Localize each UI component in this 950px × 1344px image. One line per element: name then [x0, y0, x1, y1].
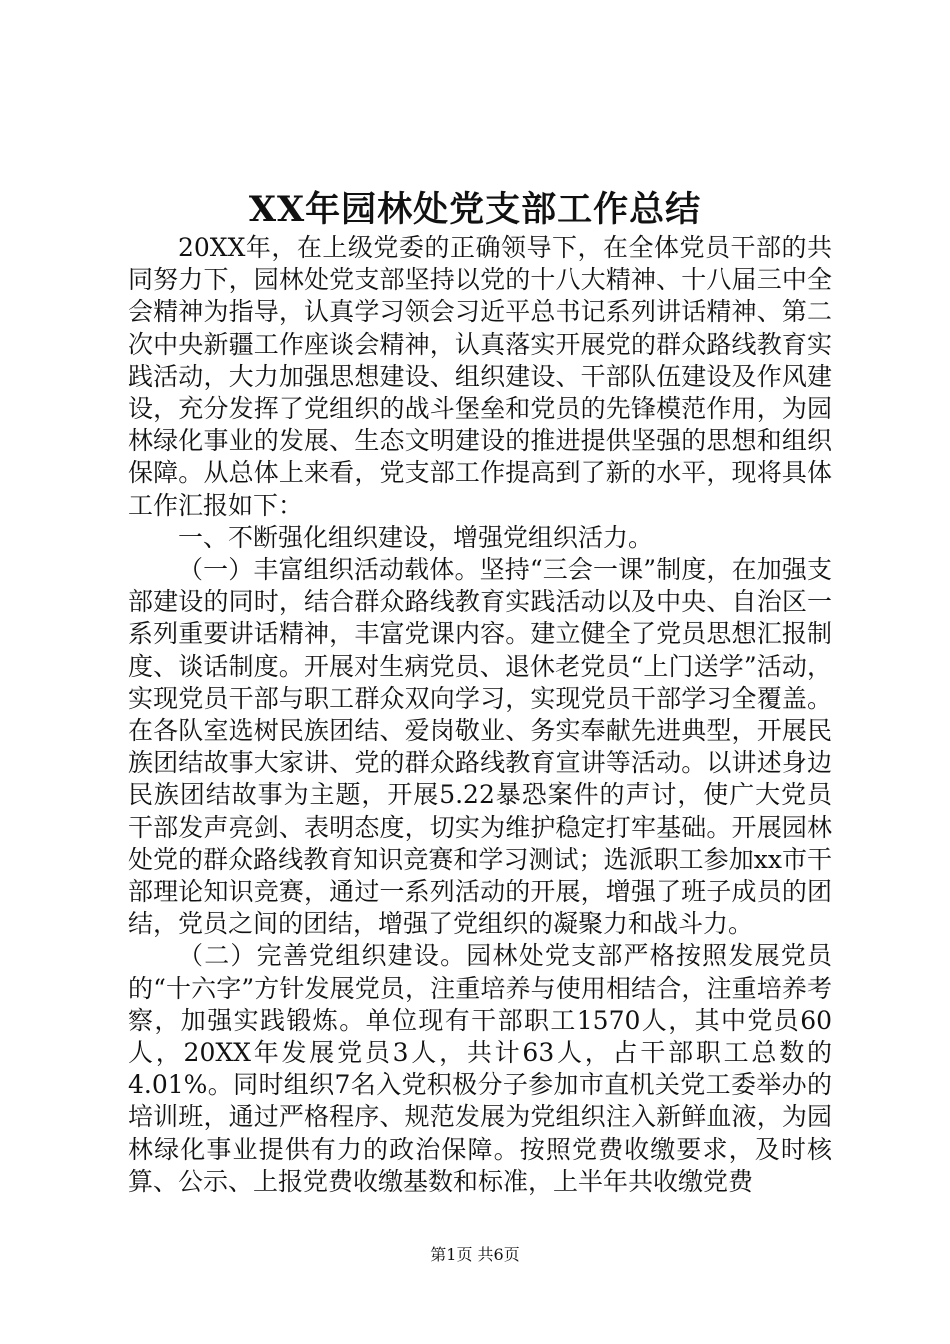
paragraph-section-heading: 一、不断强化组织建设，增强党组织活力。 — [178, 522, 654, 552]
paragraph-subsection-1: （一）丰富组织活动载体。坚持“三会一课”制度，在加强支部建设的同时，结合群众路线教育实践活动以及中央、自治区一系列重要讲话精神，丰富党课内容。建立健全了党员思想汇报制度、谈话制度。开展对生病党员、退休老党员“上门送学”活动，实现党员干部与职工群众双向学习，实现党员干部学习全覆盖。在各队室选树民族团结、爱岗敬业、务实奉献先进典型，开展民族团结故事大家讲、党的群众路线教育宣讲等活动。以讲述身边民族团结故事为主题，开展5.22暴恐案件的声讨，使广大党员干部发声亮剑、表明态度，切实为维护稳定打牢基础。开展园林处党的群众路线教育知识竞赛和学习测试；选派职工参加xx市干部理论知识竞赛，通过一系列活动的开展，增强了班子成员的团结，党员之间的团结，增强了党组织的凝聚力和战斗力。 — [128, 555, 832, 939]
document-body — [128, 232, 832, 1198]
document-title: XX年园林处党支部工作总结 — [248, 189, 702, 230]
page-number-footer: 第1页 共6页 — [430, 1245, 520, 1264]
paragraph-intro: 20XX年，在上级党委的正确领导下，在全体党员干部的共同努力下，园林处党支部坚持以党的十八大精神、十八届三中全会精神为指导，认真学习领会习近平总书记系列讲话精神、第二次中央新疆工作座谈会精神，认真落实开展党的群众路线教育实践活动，大力加强思想建设、组织建设、干部队伍建设及作风建设，充分发挥了党组织的战斗堡垒和党员的先锋模范作用，为园林绿化事业的发展、生态文明建设的推进提供坚强的思想和组织保障。从总体上来看，党支部工作提高到了新的水平，现将具体工作汇报如下： — [128, 233, 832, 520]
paragraph-subsection-2: （二）完善党组织建设。园林处党支部严格按照发展党员的“十六字”方针发展党员，注重培养与使用相结合，注重培养考察，加强实践锻炼。单位现有干部职工1570人，其中党员60人，20XX年发展党员3人，共计63人，占干部职工总数的4.01%。同时组织7名入党积极分子参加市直机关党工委举办的培训班，通过严格程序、规范发展为党组织注入新鲜血液，为园林绿化事业提供有力的政治保障。按照党费收缴要求，及时核算、公示、上报党费收缴基数和标准，上半年共收缴党费 — [128, 941, 832, 1196]
